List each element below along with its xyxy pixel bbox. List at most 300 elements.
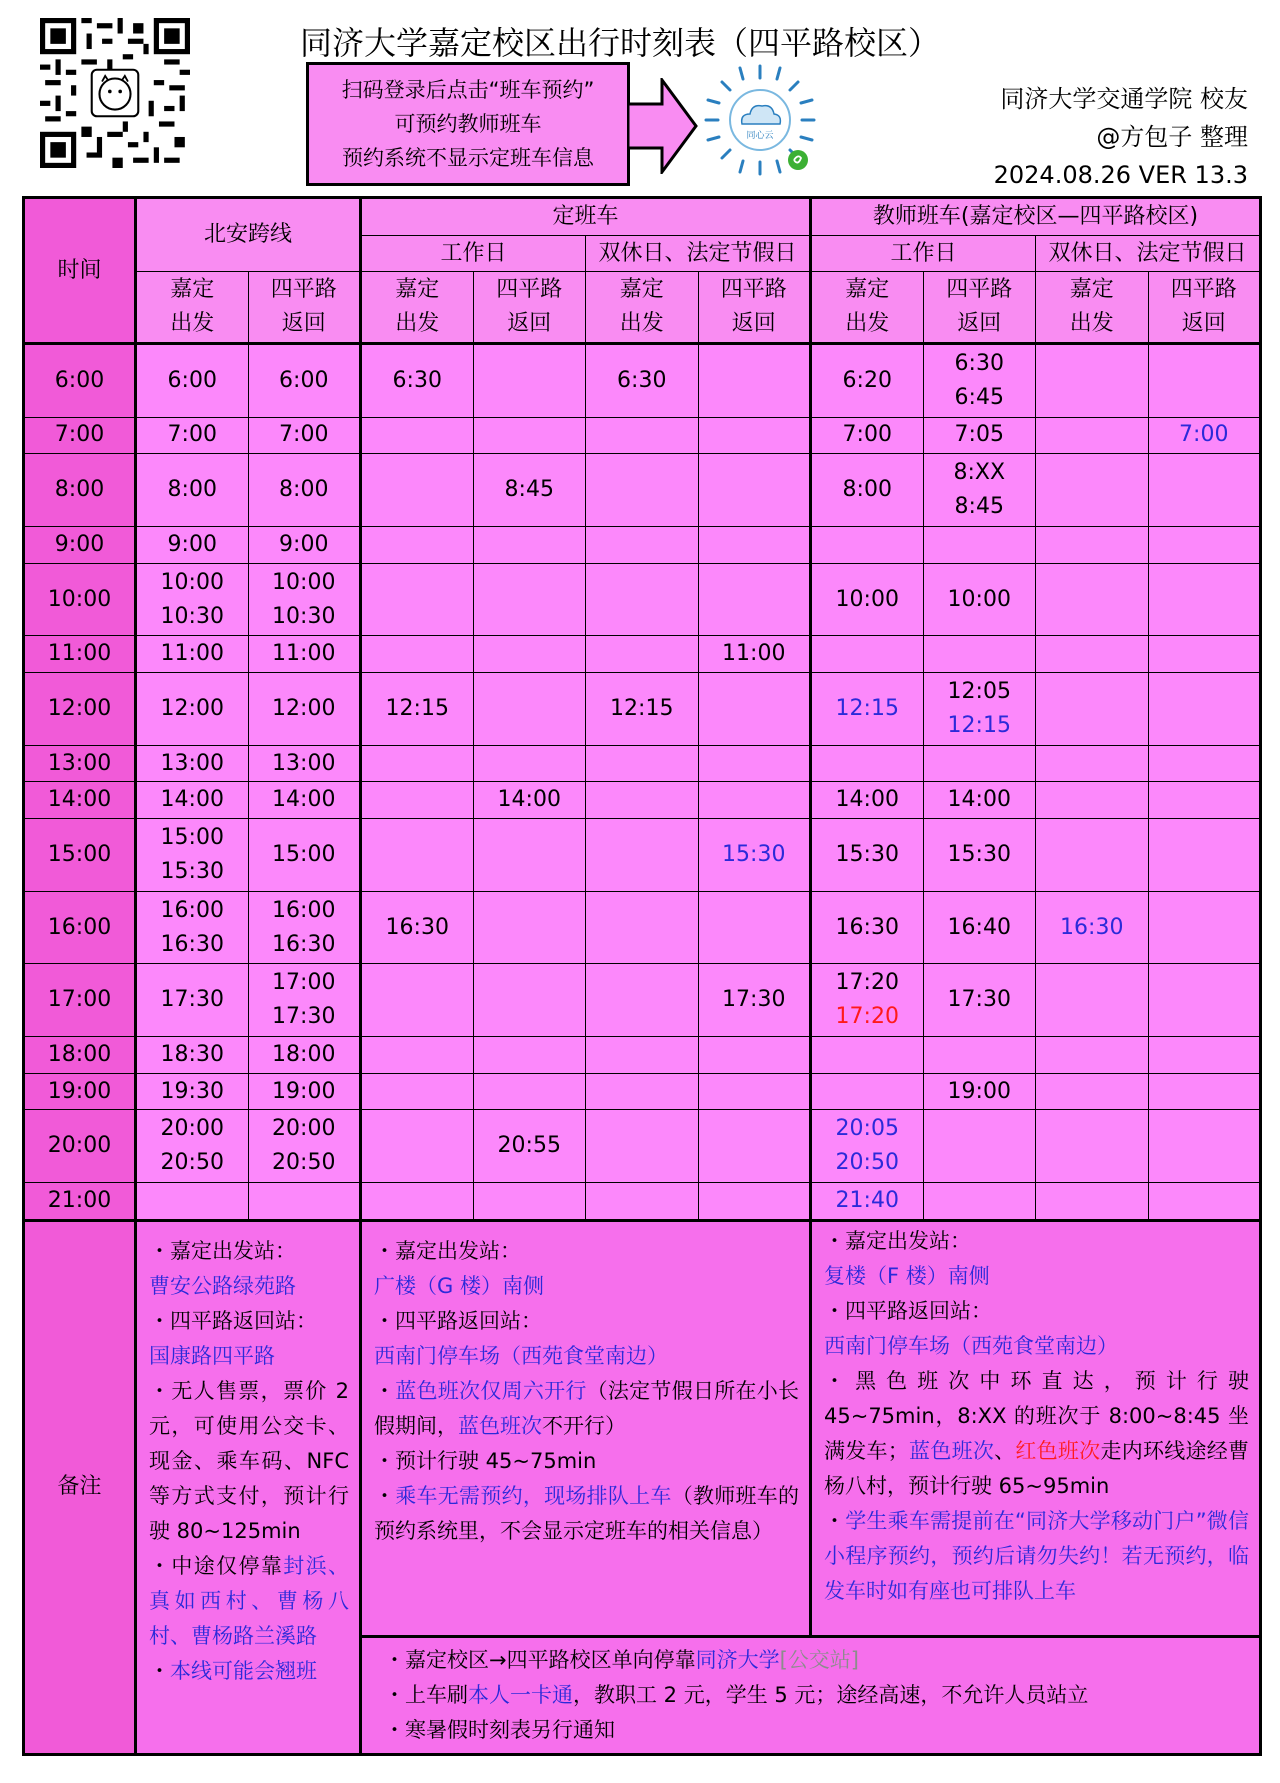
schedule-cell — [473, 673, 586, 746]
table-row — [24, 417, 1261, 454]
schedule-cell — [1148, 417, 1261, 454]
departure-time: 7:00 — [167, 422, 217, 448]
reservation-callout — [306, 62, 630, 186]
schedule-cell — [586, 891, 699, 964]
schedule-cell — [811, 344, 924, 418]
siping-return-header — [698, 272, 811, 344]
schedule-cell — [586, 673, 699, 746]
table-row — [24, 819, 1261, 892]
departure-time: 16:30 — [1060, 914, 1124, 940]
departure-time: 16:00 — [160, 897, 224, 923]
schedule-cell — [923, 964, 1036, 1037]
schedule-cell — [136, 526, 249, 563]
note-text: 复楼（F 楼）南侧 — [824, 1263, 990, 1288]
departure-time: 7:00 — [279, 422, 329, 448]
schedule-cell — [1148, 454, 1261, 527]
note-text: ・嘉定校区→四平路校区单向停靠 — [384, 1648, 696, 1673]
time-cell: 21:00 — [24, 1183, 136, 1221]
schedule-cell — [586, 819, 699, 892]
schedule-cell — [811, 673, 924, 746]
schedule-cell — [811, 417, 924, 454]
note-text: （法定节假日所在小长假期间， — [374, 1378, 800, 1438]
note-text: 蓝色班次 — [458, 1413, 542, 1438]
table-row — [24, 782, 1261, 819]
schedule-cell — [923, 819, 1036, 892]
schedule-cell — [1036, 673, 1149, 746]
schedule-cell — [923, 891, 1036, 964]
schedule-cell — [361, 1036, 474, 1073]
schedule-cell — [923, 1036, 1036, 1073]
departure-time: 14:00 — [272, 787, 336, 813]
header-text: 嘉定 — [845, 277, 890, 302]
table-row — [24, 636, 1261, 673]
departure-time: 15:30 — [160, 858, 224, 884]
table-row — [24, 964, 1261, 1037]
schedule-cell — [698, 417, 811, 454]
schedule-cell — [361, 417, 474, 454]
schedule-cell — [248, 563, 361, 636]
note-text: ・四平路返回站： — [824, 1298, 992, 1323]
schedule-cell — [698, 1110, 811, 1183]
schedule-cell — [698, 964, 811, 1037]
schedule-cell — [923, 636, 1036, 673]
schedule-cell — [136, 454, 249, 527]
schedule-cell — [136, 1073, 249, 1110]
note-text: ・寒暑假时刻表另行通知 — [384, 1718, 615, 1743]
schedule-cell — [1036, 563, 1149, 636]
header-text: 出发 — [395, 311, 440, 336]
schedule-cell — [473, 782, 586, 819]
header-text: 四平路 — [1170, 277, 1237, 302]
note-line — [149, 1304, 349, 1339]
note-line — [149, 1549, 349, 1654]
schedule-cell — [586, 636, 699, 673]
note-text: 西南门停车场（西苑食堂南边） — [374, 1343, 668, 1368]
schedule-cell — [361, 673, 474, 746]
schedule-cell — [1036, 819, 1149, 892]
header-text: 嘉定 — [170, 277, 215, 302]
departure-time: 18:00 — [272, 1041, 336, 1067]
schedule-cell — [1148, 891, 1261, 964]
schedule-cell — [1148, 344, 1261, 418]
beian-header: 北安跨线 — [136, 198, 361, 272]
workday-header: 工作日 — [811, 236, 1036, 272]
schedule-cell — [1036, 1110, 1149, 1183]
departure-time: 10:00 — [947, 586, 1011, 612]
note-text: ・无人售票，票价 2 元，可使用公交卡、现金、乘车码、NFC 等方式支付，预计行驶 80~125min — [149, 1378, 349, 1543]
schedule-cell — [811, 891, 924, 964]
schedule-cell — [1036, 454, 1149, 527]
note-line — [384, 1643, 1249, 1678]
schedule-cell — [1148, 1073, 1261, 1110]
header-text: 四平路 — [496, 277, 563, 302]
time-cell: 14:00 — [24, 782, 136, 819]
departure-time: 6:30 — [954, 350, 1004, 376]
holiday-header: 双休日、法定节假日 — [1036, 236, 1261, 272]
header-text: 返回 — [281, 311, 326, 336]
schedule-cell — [698, 344, 811, 418]
arrow-right-icon — [628, 78, 698, 174]
departure-time: 14:00 — [835, 787, 899, 813]
fixed-bus-notes — [361, 1220, 811, 1636]
departure-time: 10:00 — [835, 586, 899, 612]
schedule-cell — [473, 1183, 586, 1221]
note-line — [384, 1713, 1249, 1748]
departure-time: 8:45 — [954, 494, 1004, 520]
table-row — [24, 673, 1261, 746]
header-text: 四平路 — [720, 277, 787, 302]
note-text: 曹安公路绿苑路 — [149, 1273, 296, 1298]
note-line — [149, 1339, 349, 1374]
departure-time: 13:00 — [160, 750, 224, 776]
schedule-cell — [586, 344, 699, 418]
note-text: 广楼（G 楼）南侧 — [374, 1273, 544, 1298]
departure-time: 10:00 — [160, 569, 224, 595]
departure-time: 10:30 — [272, 603, 336, 629]
departure-time: 9:00 — [167, 531, 217, 557]
credit-block — [994, 80, 1248, 194]
schedule-cell — [136, 417, 249, 454]
departure-time: 12:00 — [160, 695, 224, 721]
schedule-cell — [248, 454, 361, 527]
schedule-cell — [586, 526, 699, 563]
schedule-cell — [473, 563, 586, 636]
note-line — [824, 1504, 1249, 1609]
schedule-cell — [248, 964, 361, 1037]
departure-time: 19:00 — [947, 1078, 1011, 1104]
departure-time: 16:30 — [835, 914, 899, 940]
note-text: ・ — [374, 1483, 396, 1508]
schedule-cell — [1148, 526, 1261, 563]
miniprogram-code-icon — [700, 60, 820, 180]
departure-time: 7:00 — [1179, 422, 1229, 448]
table-row — [24, 1073, 1261, 1110]
departure-time: 8:00 — [279, 477, 329, 503]
header-text: 返回 — [731, 311, 776, 336]
note-line — [824, 1294, 1249, 1329]
departure-time: 13:00 — [272, 750, 336, 776]
schedule-cell — [136, 1110, 249, 1183]
note-text: （教师班车的预约系统里，不会显示定班车的相关信息） — [374, 1483, 800, 1543]
time-cell: 11:00 — [24, 636, 136, 673]
schedule-cell — [811, 819, 924, 892]
schedule-cell — [1148, 819, 1261, 892]
schedule-cell — [586, 563, 699, 636]
fixed-bus-header: 定班车 — [361, 198, 811, 236]
note-text: ・ — [824, 1508, 846, 1533]
note-text: 本线可能会翘班 — [170, 1658, 317, 1683]
schedule-cell — [586, 964, 699, 1037]
departure-time: 7:05 — [954, 422, 1004, 448]
schedule-cell — [811, 454, 924, 527]
schedule-cell — [248, 1036, 361, 1073]
table-row — [24, 745, 1261, 782]
table-row — [24, 454, 1261, 527]
schedule-cell — [136, 891, 249, 964]
departure-time: 12:05 — [947, 678, 1011, 704]
departure-time: 17:00 — [272, 970, 336, 996]
schedule-cell — [698, 526, 811, 563]
header-text: 嘉定 — [1069, 277, 1114, 302]
departure-time: 21:40 — [835, 1187, 899, 1213]
note-text: 乘车无需预约，现场排队上车 — [395, 1483, 672, 1508]
header-text: 嘉定 — [619, 277, 664, 302]
schedule-cell — [811, 964, 924, 1037]
departure-time: 6:45 — [954, 384, 1004, 410]
departure-time: 12:00 — [272, 695, 336, 721]
departure-time: 16:30 — [385, 914, 449, 940]
departure-time: 15:30 — [835, 841, 899, 867]
schedule-cell — [811, 526, 924, 563]
departure-time: 6:00 — [279, 367, 329, 393]
schedule-cell — [698, 819, 811, 892]
schedule-cell — [1036, 636, 1149, 673]
time-cell: 7:00 — [24, 417, 136, 454]
departure-time: 17:30 — [947, 987, 1011, 1013]
schedule-cell — [698, 673, 811, 746]
schedule-cell — [136, 782, 249, 819]
note-text: 本人一卡通 — [468, 1683, 573, 1708]
header-text: 四平路 — [270, 277, 337, 302]
schedule-cell — [923, 1073, 1036, 1110]
schedule-cell — [1036, 1073, 1149, 1110]
schedule-cell — [586, 454, 699, 527]
schedule-cell — [698, 1183, 811, 1221]
schedule-cell — [136, 673, 249, 746]
note-line — [824, 1224, 1249, 1259]
departure-time: 9:00 — [279, 531, 329, 557]
time-cell: 12:00 — [24, 673, 136, 746]
schedule-cell — [1036, 526, 1149, 563]
note-line — [824, 1259, 1249, 1294]
departure-time: 14:00 — [947, 787, 1011, 813]
siping-return-header — [1148, 272, 1261, 344]
siping-return-header — [473, 272, 586, 344]
table-row — [24, 1036, 1261, 1073]
header-text: 返回 — [957, 311, 1002, 336]
note-line — [149, 1654, 349, 1689]
departure-time: 17:20 — [835, 1004, 899, 1030]
departure-time: 20:05 — [835, 1116, 899, 1142]
note-text: ・四平路返回站： — [149, 1308, 317, 1333]
note-line — [374, 1269, 799, 1304]
schedule-cell — [923, 745, 1036, 782]
note-text: 红色班次 — [1015, 1438, 1101, 1463]
time-cell: 13:00 — [24, 745, 136, 782]
note-text: 国康路四平路 — [149, 1343, 275, 1368]
schedule-cell — [811, 1110, 924, 1183]
schedule-cell — [586, 1036, 699, 1073]
time-cell: 6:00 — [24, 344, 136, 418]
header-text: 出发 — [845, 311, 890, 336]
schedule-cell — [698, 782, 811, 819]
time-cell: 15:00 — [24, 819, 136, 892]
table-row — [24, 563, 1261, 636]
schedule-cell — [136, 563, 249, 636]
note-line — [149, 1234, 349, 1269]
departure-time: 15:30 — [947, 841, 1011, 867]
departure-time: 12:15 — [835, 695, 899, 721]
departure-time: 10:30 — [160, 603, 224, 629]
schedule-cell — [923, 673, 1036, 746]
miniprogram-name: 同心云 — [746, 131, 774, 141]
schedule-cell — [1148, 964, 1261, 1037]
schedule-cell — [473, 745, 586, 782]
time-cell: 8:00 — [24, 454, 136, 527]
fixed-bus-extra-notes — [361, 1637, 1261, 1755]
departure-time: 16:30 — [272, 931, 336, 957]
credit-line: 同济大学交通学院 校友 — [1000, 85, 1248, 113]
credit-line: @方包子 整理 — [1096, 123, 1248, 151]
schedule-cell — [248, 1073, 361, 1110]
note-text: 不开行） — [542, 1413, 626, 1438]
schedule-cell — [361, 636, 474, 673]
table-row — [24, 1110, 1261, 1183]
departure-time: 8:XX — [953, 460, 1006, 486]
schedule-cell — [473, 344, 586, 418]
departure-time: 15:30 — [722, 841, 786, 867]
schedule-cell — [811, 636, 924, 673]
time-cell: 10:00 — [24, 563, 136, 636]
schedule-cell — [473, 1110, 586, 1183]
note-line — [384, 1678, 1249, 1713]
schedule-cell — [923, 417, 1036, 454]
schedule-cell — [923, 526, 1036, 563]
schedule-cell — [811, 1183, 924, 1221]
schedule-cell — [473, 1073, 586, 1110]
header-text: 返回 — [1181, 311, 1226, 336]
note-line — [149, 1374, 349, 1549]
departure-time: 7:00 — [842, 422, 892, 448]
schedule-cell — [248, 636, 361, 673]
departure-time: 12:15 — [610, 695, 674, 721]
header-text: 四平路 — [946, 277, 1013, 302]
departure-time: 16:40 — [947, 914, 1011, 940]
schedule-cell — [923, 344, 1036, 418]
note-text: ・嘉定出发站： — [149, 1238, 296, 1263]
callout-line: 扫码登录后点击“班车预约” — [341, 78, 595, 102]
schedule-cell — [586, 745, 699, 782]
holiday-header: 双休日、法定节假日 — [586, 236, 811, 272]
note-text: 同济大学 — [695, 1648, 780, 1673]
schedule-cell — [248, 819, 361, 892]
schedule-cell — [361, 782, 474, 819]
schedule-cell — [811, 782, 924, 819]
time-header: 时间 — [24, 198, 136, 344]
schedule-cell — [1036, 344, 1149, 418]
time-cell: 18:00 — [24, 1036, 136, 1073]
schedule-cell — [923, 1110, 1036, 1183]
departure-time: 8:00 — [842, 477, 892, 503]
departure-time: 16:00 — [272, 897, 336, 923]
schedule-cell — [248, 782, 361, 819]
departure-time: 14:00 — [497, 787, 561, 813]
schedule-cell — [361, 1183, 474, 1221]
departure-time: 15:00 — [272, 841, 336, 867]
departure-time: 19:30 — [160, 1078, 224, 1104]
qr-code-icon — [40, 18, 190, 168]
note-line — [149, 1269, 349, 1304]
schedule-cell — [698, 745, 811, 782]
departure-time: 20:50 — [835, 1150, 899, 1176]
schedule-cell — [811, 745, 924, 782]
workday-header: 工作日 — [361, 236, 586, 272]
schedule-cell — [473, 636, 586, 673]
departure-time: 20:00 — [160, 1116, 224, 1142]
header-text: 返回 — [507, 311, 552, 336]
header-text: 出发 — [170, 311, 215, 336]
schedule-cell — [1036, 745, 1149, 782]
departure-time: 14:00 — [160, 787, 224, 813]
time-cell: 19:00 — [24, 1073, 136, 1110]
departure-time: 20:55 — [497, 1133, 561, 1159]
schedule-cell — [361, 964, 474, 1037]
note-text: 蓝色班次 — [908, 1438, 995, 1463]
schedule-cell — [811, 1036, 924, 1073]
departure-time: 15:00 — [160, 824, 224, 850]
schedule-cell — [248, 417, 361, 454]
departure-time: 17:30 — [272, 1004, 336, 1030]
schedule-cell — [1036, 891, 1149, 964]
schedule-cell — [1148, 636, 1261, 673]
schedule-cell — [361, 454, 474, 527]
departure-time: 17:30 — [722, 987, 786, 1013]
departure-time: 20:50 — [160, 1150, 224, 1176]
schedule-cell — [248, 745, 361, 782]
schedule-cell — [1148, 563, 1261, 636]
note-line — [824, 1364, 1249, 1504]
schedule-cell — [698, 891, 811, 964]
departure-time: 12:15 — [385, 695, 449, 721]
note-line — [374, 1479, 799, 1549]
schedule-cell — [473, 526, 586, 563]
schedule-cell — [473, 964, 586, 1037]
schedule-cell — [1036, 417, 1149, 454]
note-text: 蓝色班次仅周六开行 — [395, 1378, 587, 1403]
note-text: ・嘉定出发站： — [824, 1228, 971, 1253]
note-text: ，教职工 2 元，学生 5 元；途经高速，不允许人员站立 — [573, 1683, 1089, 1708]
departure-time: 6:30 — [617, 367, 667, 393]
schedule-cell — [923, 454, 1036, 527]
schedule-cell — [1036, 1036, 1149, 1073]
departure-time: 11:00 — [272, 641, 336, 667]
departure-time: 6:30 — [392, 367, 442, 393]
credit-line: 2024.08.26 VER 13.3 — [993, 161, 1248, 189]
departure-time: 6:00 — [167, 367, 217, 393]
schedule-cell — [136, 964, 249, 1037]
schedule-cell — [586, 1183, 699, 1221]
note-text: ・黑色班次中环直达，预计行驶 45~75min，8:XX 的班次于 8:00~8:45 坐满发车； — [824, 1368, 1249, 1463]
jiading-departure-header — [586, 272, 699, 344]
schedule-cell — [1148, 782, 1261, 819]
schedule-cell — [1148, 1183, 1261, 1221]
header-text: 出发 — [1069, 311, 1114, 336]
note-text: 走内环线途经曹杨八村，预计行驶 65~95min — [824, 1438, 1250, 1498]
schedule-cell — [1148, 1036, 1261, 1073]
time-cell: 20:00 — [24, 1110, 136, 1183]
beian-notes — [136, 1220, 361, 1754]
schedule-cell — [1036, 1183, 1149, 1221]
schedule-cell — [698, 454, 811, 527]
note-line — [374, 1339, 799, 1374]
schedule-cell — [811, 1073, 924, 1110]
departure-time: 8:00 — [167, 477, 217, 503]
time-cell: 17:00 — [24, 964, 136, 1037]
jiading-departure-header — [1036, 272, 1149, 344]
schedule-cell — [136, 344, 249, 418]
schedule-cell — [698, 1036, 811, 1073]
schedule-cell — [473, 819, 586, 892]
